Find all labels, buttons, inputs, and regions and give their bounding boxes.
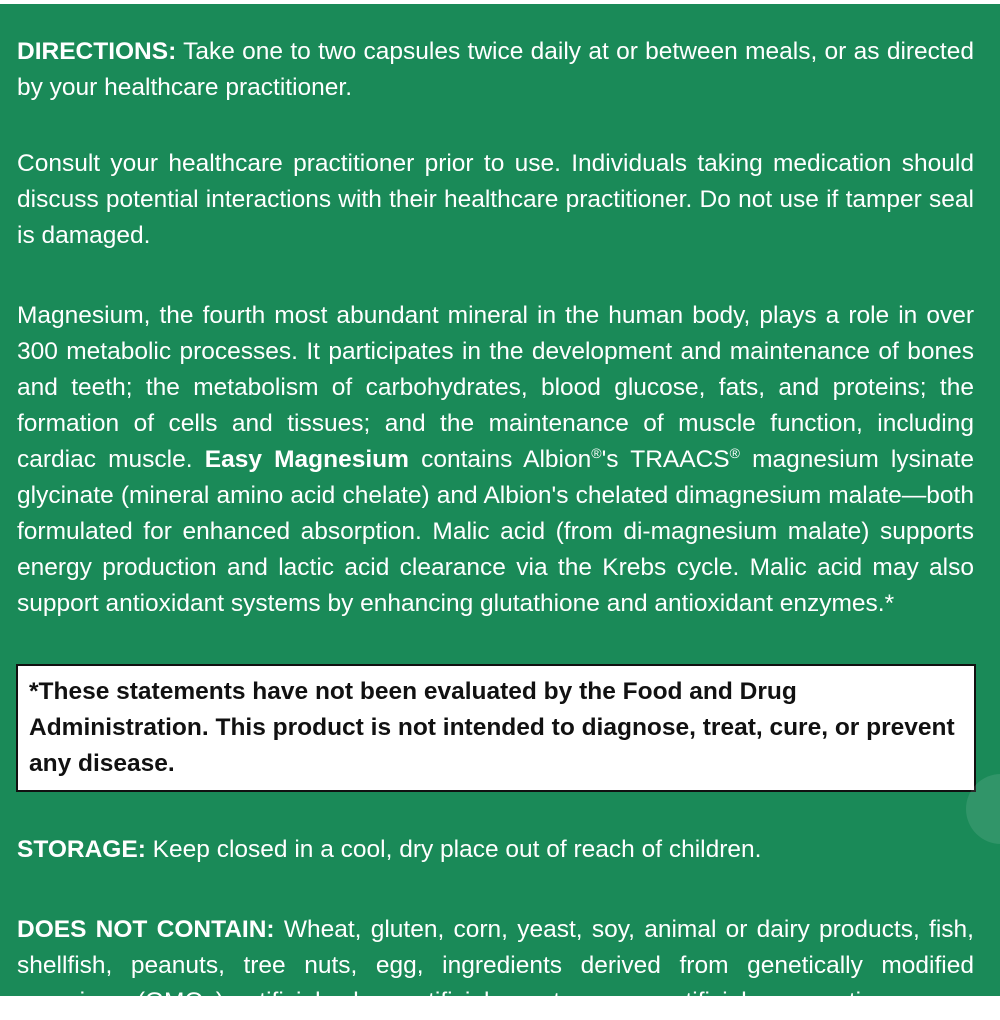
directions-text: Take one to two capsules twice daily at or between meals, or as directed by your healthcare practitioner. xyxy=(17,38,974,101)
magnesium-description xyxy=(17,298,974,622)
registered-mark: ® xyxy=(591,444,602,461)
description-part4: magnesium lysinate glycinate (mineral amino acid chelate) and Albion's chelated dimagnesium malate—both formulated for enhanced absorption. Malic acid (from di-magnesium malate) supports energy production and lactic acid clearance via the Krebs cycle. Malic acid may also support antioxidant systems by enhancing glutathione and antioxidant enzymes.* xyxy=(17,446,974,617)
consult-paragraph: Consult your healthcare practitioner prior to use. Individuals taking medication should discuss potential interactions with their healthcare practitioner. Do not use if tamper seal is damaged. xyxy=(17,150,974,249)
storage-text: Keep closed in a cool, dry place out of reach of children. xyxy=(145,836,762,863)
fda-disclaimer-text: *These statements have not been evaluated by the Food and Drug Administration. This product is not intended to diagnose, treat, cure, or prevent any disease. xyxy=(29,678,955,777)
does-not-contain-text: Wheat, gluten, corn, yeast, soy, animal or dairy products, fish, shellfish, peanuts, tree nuts, egg, ingredients derived from genetically modified organisms (GMOs), artificial colors, artificial sweeteners, or artificial preservatives. xyxy=(17,916,974,1015)
storage-label: STORAGE: xyxy=(17,836,146,863)
product-name: Easy Magnesium xyxy=(204,446,409,473)
storage-paragraph xyxy=(17,832,974,868)
fda-disclaimer-box xyxy=(16,664,976,792)
label-panel xyxy=(0,4,1000,1015)
description-part3: 's TRAACS xyxy=(601,446,730,473)
directions-label: DIRECTIONS: xyxy=(17,38,177,65)
description-part2: contains Albion xyxy=(408,446,592,473)
does-not-contain-label: DOES NOT CONTAIN: xyxy=(17,916,275,943)
does-not-contain-paragraph xyxy=(17,912,974,1020)
directions-paragraph xyxy=(17,34,974,106)
registered-mark: ® xyxy=(729,444,740,461)
description-part1: Magnesium, the fourth most abundant mineral in the human body, plays a role in over 300 metabolic processes. It participates in the development and maintenance of bones and teeth; the metabolism of carbohydrates, blood glucose, fats, and proteins; the formation of cells and tissues; and the maintenance of muscle function, including cardiac muscle. xyxy=(17,302,974,473)
